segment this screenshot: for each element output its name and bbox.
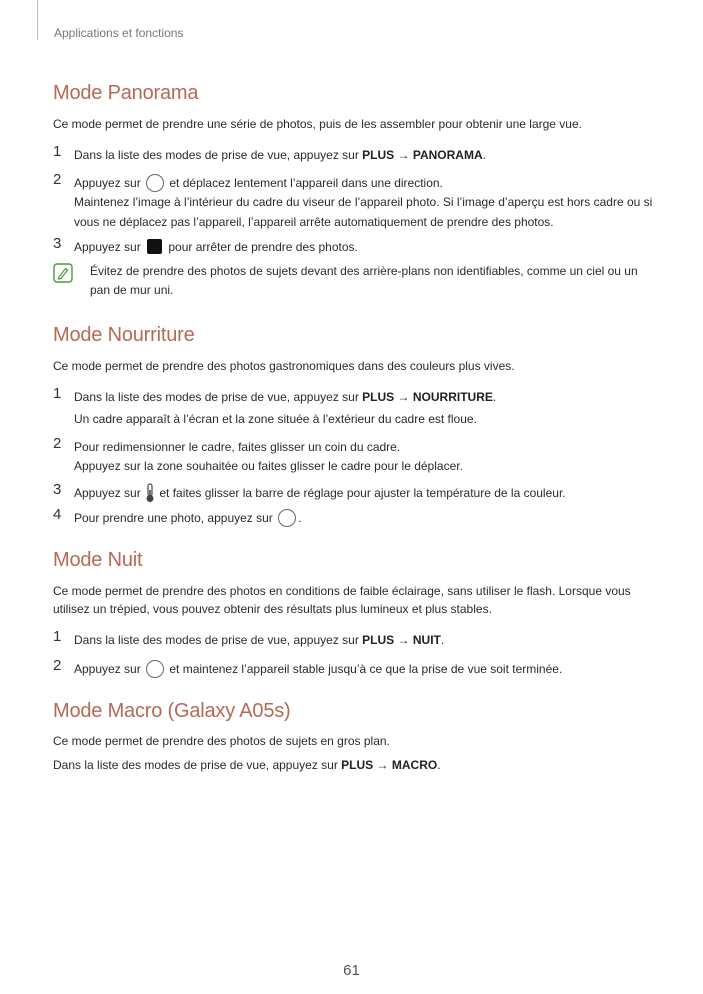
macro-instruction: Dans la liste des modes de prise de vue, appuyez sur PLUS → MACRO.	[53, 758, 441, 772]
step-subtext: Maintenez l’image à l’intérieur du cadre du viseur de l’appareil photo. Si l’image d’aperçu est hors cadre ou si vous ne déplacez pas l’appareil, l’appareil arrête automatiquement de prendre des photos.	[74, 195, 653, 229]
stop-icon	[147, 239, 162, 254]
page-number: 61	[343, 962, 360, 979]
night-intro: Ce mode permet de prendre des photos en conditions de faible éclairage, sans utiliser le flash. Lorsque vous utilisez un trépied, vous pouvez obtenir des résultats plus lumineux et plus stables.	[53, 584, 631, 616]
step-number: 1	[53, 385, 62, 402]
margin-rule	[37, 0, 38, 40]
section-title-panorama: Mode Panorama	[53, 82, 199, 104]
menu-panorama: PANORAMA	[412, 148, 483, 162]
step-text: Appuyez sur et maintenez l’appareil stable jusqu’à ce que la prise de vue soit terminée.	[74, 662, 563, 676]
step-text: Pour redimensionner le cadre, faites glisser un coin du cadre.	[74, 440, 401, 454]
section-title-food: Mode Nourriture	[53, 324, 195, 346]
step-subtext: Un cadre apparaît à l’écran et la zone située à l’extérieur du cadre est floue.	[74, 412, 477, 426]
shutter-icon	[146, 174, 164, 192]
step-text: Appuyez sur et faites glisser la barre de réglage pour ajuster la température de la couleur.	[74, 483, 654, 503]
step-text: Appuyez sur et déplacez lentement l’appareil dans une direction.	[74, 176, 443, 190]
step-number: 1	[53, 143, 62, 160]
step-number: 2	[53, 435, 62, 452]
color-temperature-icon	[145, 483, 155, 503]
menu-plus: PLUS	[362, 633, 395, 647]
step-number: 2	[53, 171, 62, 188]
step-number: 4	[53, 506, 62, 523]
menu-nuit: NUIT	[412, 633, 441, 647]
step-subtext: Appuyez sur la zone souhaitée ou faites glisser le cadre pour le déplacer.	[74, 459, 463, 473]
menu-plus: PLUS	[341, 758, 374, 772]
shutter-icon	[146, 660, 164, 678]
step-text: Dans la liste des modes de prise de vue, appuyez sur PLUS → NUIT.	[74, 633, 445, 647]
step-number: 3	[53, 481, 62, 498]
step-number: 1	[53, 628, 62, 645]
section-title-macro: Mode Macro (Galaxy A05s)	[53, 700, 291, 722]
step-text: Pour prendre une photo, appuyez sur .	[74, 511, 302, 525]
menu-nourriture: NOURRITURE	[412, 390, 493, 404]
step-text: Appuyez sur pour arrêter de prendre des photos.	[74, 240, 358, 254]
note-icon	[53, 263, 73, 283]
note-text: Évitez de prendre des photos de sujets devant des arrière-plans non identifiables, comme un ciel ou un pan de mur uni.	[90, 264, 638, 297]
menu-macro: MACRO	[391, 758, 438, 772]
panorama-intro: Ce mode permet de prendre une série de photos, puis de les assembler pour obtenir une large vue.	[53, 117, 582, 131]
menu-plus: PLUS	[362, 390, 395, 404]
running-header: Applications et fonctions	[54, 26, 184, 40]
step-number: 2	[53, 657, 62, 674]
step-number: 3	[53, 235, 62, 252]
menu-plus: PLUS	[362, 148, 395, 162]
food-intro: Ce mode permet de prendre des photos gastronomiques dans des couleurs plus vives.	[53, 359, 515, 373]
macro-intro: Ce mode permet de prendre des photos de sujets en gros plan.	[53, 734, 390, 748]
shutter-icon	[278, 509, 296, 527]
section-title-night: Mode Nuit	[53, 549, 143, 571]
step-text: Dans la liste des modes de prise de vue, appuyez sur PLUS → NOURRITURE.	[74, 390, 497, 404]
step-text: Dans la liste des modes de prise de vue, appuyez sur PLUS → PANORAMA.	[74, 148, 486, 162]
